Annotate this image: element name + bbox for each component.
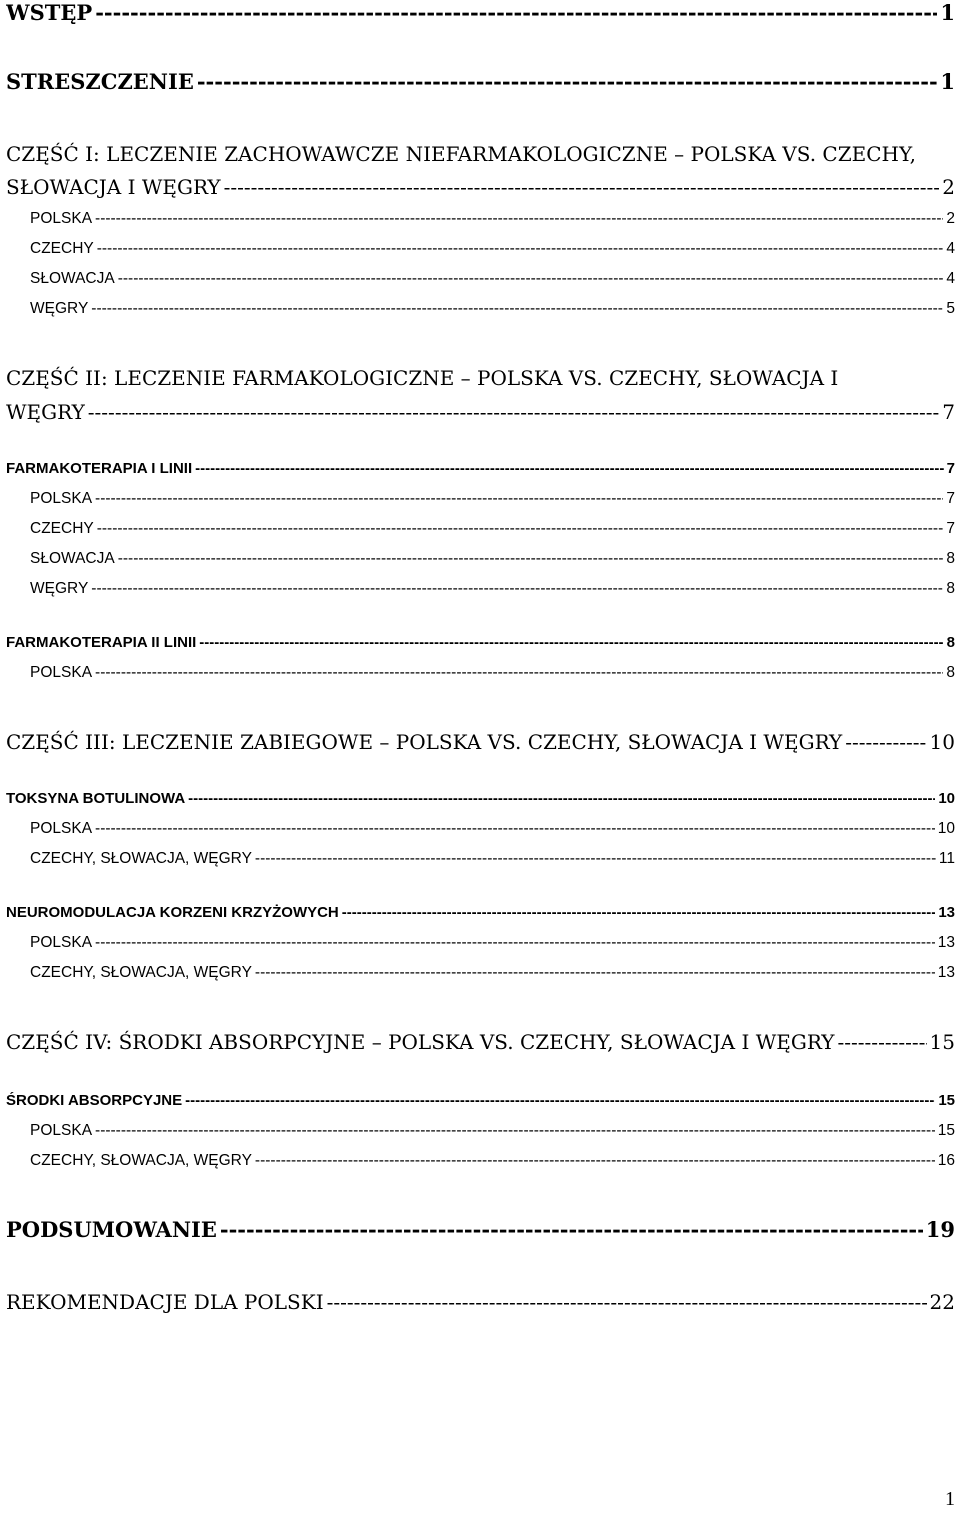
toc-entry-label: WĘGRY [30, 300, 89, 317]
toc-entry-srodki-czsk[interactable] [30, 1152, 955, 1170]
toc-page-number: 10 [937, 820, 955, 837]
dot-leader [95, 0, 937, 25]
toc-entry-label: POLSKA [30, 934, 93, 951]
toc-entry-farmakoterapia-2[interactable] [6, 634, 955, 651]
toc-page-number: 7 [946, 460, 955, 477]
toc-page-number: 1 [940, 69, 955, 94]
dot-leader [197, 69, 938, 94]
toc-entry-streszczenie[interactable] [6, 69, 955, 94]
toc-page-number: 7 [946, 520, 955, 537]
toc-page-number: 8 [946, 634, 955, 651]
toc-page-number: 7 [942, 400, 955, 424]
dot-leader [255, 850, 936, 868]
toc-page-number: 15 [937, 1122, 955, 1139]
toc-page-number: 10 [929, 730, 955, 754]
toc-entry-toksyna-polska[interactable] [30, 820, 955, 838]
toc-entry-label: WĘGRY [30, 580, 89, 597]
toc-entry-label: PODSUMOWANIE [6, 1217, 217, 1242]
toc-entry-label: NEUROMODULACJA KORZENI KRZYŻOWYCH [6, 904, 339, 921]
toc-entry-part2[interactable] [6, 400, 955, 424]
dot-leader [97, 520, 944, 538]
dot-leader [91, 300, 943, 318]
dot-leader [95, 490, 943, 508]
dot-leader [199, 634, 943, 651]
dot-leader [224, 175, 940, 199]
toc-page-number: 5 [946, 300, 955, 317]
toc-entry-f1-slowacja[interactable] [30, 550, 955, 568]
dot-leader [188, 790, 935, 807]
toc-page-number: 4 [946, 270, 955, 287]
toc-entry-part1-polska[interactable] [30, 210, 955, 228]
toc-entry-label: POLSKA [30, 1122, 93, 1139]
toc-entry-toksyna-czsk[interactable] [30, 850, 955, 868]
toc-entry-label: CZECHY, SŁOWACJA, WĘGRY [30, 964, 252, 981]
toc-entry-label: CZECHY [30, 520, 94, 537]
toc-entry-label: CZECHY [30, 240, 94, 257]
toc-entry-label: SŁOWACJA [30, 550, 115, 567]
dot-leader [118, 270, 944, 288]
toc-page-number: 15 [929, 1030, 955, 1054]
toc-entry-neuromodulacja[interactable] [6, 904, 955, 921]
dot-leader [185, 1092, 935, 1109]
toc-entry-label: WĘGRY [6, 400, 85, 424]
toc-page-number: 15 [938, 1092, 955, 1109]
toc-entry-label: FARMAKOTERAPIA II LINII [6, 634, 197, 651]
toc-entry-srodki[interactable] [6, 1092, 955, 1109]
toc-entry-label: POLSKA [30, 210, 93, 227]
toc-entry-label: POLSKA [30, 490, 93, 507]
toc-entry-part1-slowacja[interactable] [30, 270, 955, 288]
toc-entry-label: POLSKA [30, 664, 93, 681]
toc-entry-f1-polska[interactable] [30, 490, 955, 508]
toc-entry-rekomendacje[interactable] [6, 1290, 955, 1314]
toc-entry-f1-wegry[interactable] [30, 580, 955, 598]
dot-leader [97, 240, 944, 258]
toc-page-number: 13 [937, 964, 955, 981]
toc-page-number: 8 [946, 664, 955, 681]
toc-entry-label: CZĘŚĆ IV: ŚRODKI ABSORPCYJNE – POLSKA VS. CZECHY, SŁOWACJA I WĘGRY [6, 1030, 835, 1054]
toc-entry-neuro-polska[interactable] [30, 934, 955, 952]
toc-page-number: 10 [938, 790, 955, 807]
toc-page-number: 19 [925, 1217, 955, 1242]
toc-entry-f1-czechy[interactable] [30, 520, 955, 538]
toc-entry-label: CZECHY, SŁOWACJA, WĘGRY [30, 850, 252, 867]
dot-leader [95, 210, 943, 228]
dot-leader [845, 730, 926, 754]
toc-entry-neuro-czsk[interactable] [30, 964, 955, 982]
dot-leader [838, 1030, 927, 1054]
toc-entry-farmakoterapia-1[interactable] [6, 460, 955, 477]
toc-entry-part1-czechy[interactable] [30, 240, 955, 258]
toc-entry-label: REKOMENDACJE DLA POLSKI [6, 1290, 324, 1314]
toc-page-number: 8 [946, 550, 955, 567]
toc-entry-label: TOKSYNA BOTULINOWA [6, 790, 186, 807]
toc-entry-label: FARMAKOTERAPIA I LINII [6, 460, 193, 477]
toc-page-number: 2 [946, 210, 955, 227]
toc-entry-part4[interactable] [6, 1030, 955, 1054]
toc-entry-label: ŚRODKI ABSORPCYJNE [6, 1092, 183, 1109]
toc-page-number: 13 [938, 904, 955, 921]
toc-page-number: 4 [946, 240, 955, 257]
dot-leader [95, 1122, 935, 1140]
dot-leader [95, 664, 943, 682]
dot-leader [220, 1217, 923, 1242]
dot-leader [118, 550, 944, 568]
toc-entry-part1-wegry[interactable] [30, 300, 955, 318]
toc-entry-label: STRESZCZENIE [6, 69, 194, 94]
toc-part1-title-line1[interactable]: CZĘŚĆ I: LECZENIE ZACHOWAWCZE NIEFARMAKOLOGICZNE – POLSKA VS. CZECHY, [6, 142, 916, 166]
toc-page-number: 2 [942, 175, 955, 199]
toc-entry-srodki-polska[interactable] [30, 1122, 955, 1140]
toc-entry-label: CZECHY, SŁOWACJA, WĘGRY [30, 1152, 252, 1169]
toc-page-number: 16 [937, 1152, 955, 1169]
toc-page-number: 7 [946, 490, 955, 507]
dot-leader [342, 904, 936, 921]
toc-entry-part1[interactable] [6, 175, 955, 199]
dot-leader [95, 820, 935, 838]
toc-entry-label: WSTĘP [6, 0, 93, 25]
toc-entry-label: CZĘŚĆ III: LECZENIE ZABIEGOWE – POLSKA VS. CZECHY, SŁOWACJA I WĘGRY [6, 730, 843, 754]
toc-entry-label: POLSKA [30, 820, 93, 837]
toc-entry-podsumowanie[interactable] [6, 1217, 955, 1242]
toc-page-number: 22 [929, 1290, 955, 1314]
toc-page-number: 13 [937, 934, 955, 951]
dot-leader [91, 580, 943, 598]
dot-leader [195, 460, 944, 477]
toc-entry-part3[interactable] [6, 730, 955, 754]
toc-entry-toksyna[interactable] [6, 790, 955, 807]
toc-entry-label: SŁOWACJA I WĘGRY [6, 175, 221, 199]
toc-page-number: 11 [938, 850, 955, 867]
toc-page-number: 1 [940, 0, 955, 25]
dot-leader [327, 1290, 927, 1314]
toc-entry-f2-polska[interactable] [30, 664, 955, 682]
toc-entry-wstep[interactable] [6, 0, 955, 25]
toc-part2-title-line1[interactable]: CZĘŚĆ II: LECZENIE FARMAKOLOGICZNE – POLSKA VS. CZECHY, SŁOWACJA I [6, 366, 839, 390]
dot-leader [95, 934, 935, 952]
dot-leader [255, 1152, 935, 1170]
toc-page-number: 8 [946, 580, 955, 597]
dot-leader [255, 964, 935, 982]
page-number: 1 [945, 1488, 955, 1510]
toc-entry-label: SŁOWACJA [30, 270, 115, 287]
dot-leader [88, 400, 939, 424]
